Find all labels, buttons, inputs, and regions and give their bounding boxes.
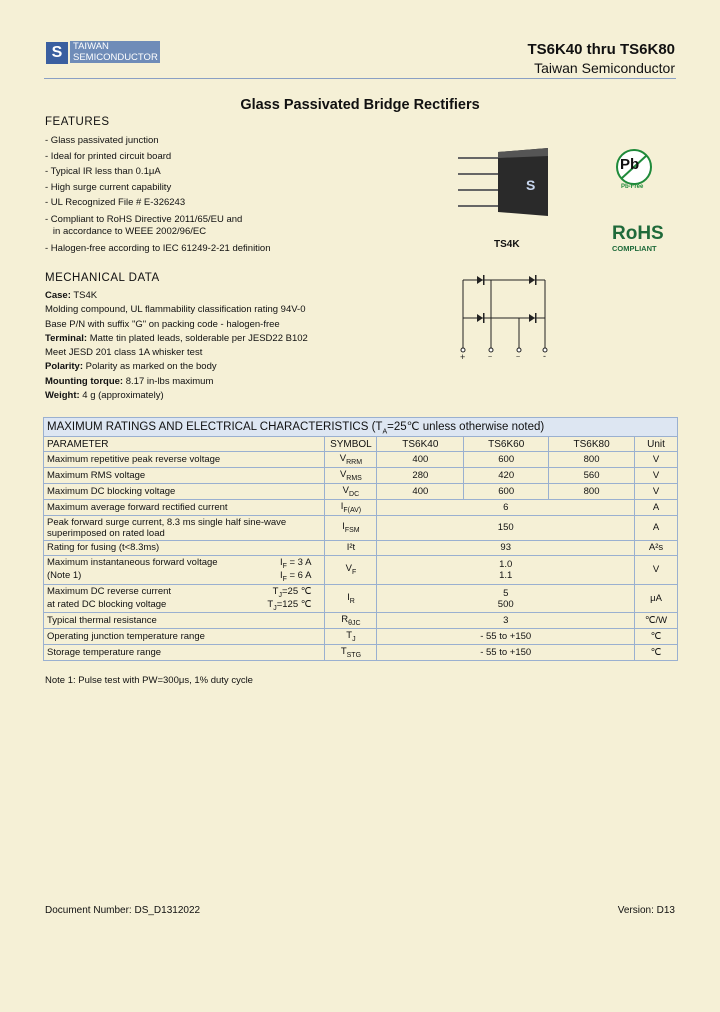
unit-cell: ℃ (635, 645, 678, 661)
part-title: TS6K40 thru TS6K80 (527, 41, 675, 58)
value-cell: 420 (464, 468, 549, 484)
value-cell: 800 (549, 484, 635, 500)
column-header: TS6K40 (377, 437, 464, 452)
mech-label: Terminal: (45, 332, 88, 344)
company-name: Taiwan Semiconductor (534, 60, 675, 76)
mech-text: 8.17 in-lbs maximum (123, 375, 214, 387)
value-cell: 400 (377, 484, 464, 500)
param-cell: Peak forward surge current, 8.3 ms single half sine-wave superimposed on rated load (44, 515, 325, 540)
feature-item: - High surge current capability (45, 181, 172, 193)
mech-text: Matte tin plated leads, solderable per JESD22 B102 (87, 332, 308, 344)
features-list (45, 133, 271, 256)
mech-line (45, 346, 308, 360)
svg-text:~: ~ (516, 354, 521, 361)
feature-item: in accordance to WEEE 2002/96/EC (45, 225, 207, 237)
mech-line (45, 289, 308, 303)
features-heading: FEATURES (45, 116, 110, 128)
mech-text: Base P/N with suffix "G" on packing code - halogen-free (45, 318, 280, 330)
table-title-row (44, 418, 678, 437)
logo-line-1: TAIWAN (73, 41, 109, 52)
value-cell: 150 (377, 515, 635, 540)
value-cell: - 55 to +150 (377, 645, 635, 661)
table-row (44, 584, 678, 613)
rohs-title: RoHS (612, 223, 664, 244)
mech-label: Polarity: (45, 361, 84, 373)
symbol-cell: $T_{STG}$ (325, 645, 377, 661)
value-cell: 280 (377, 468, 464, 484)
feature-item: - Compliant to RoHS Directive 2011/65/EU and (45, 213, 243, 225)
mech-label: Mounting torque: (45, 375, 124, 387)
param-cell: Maximum repetitive peak reverse voltage (44, 452, 325, 468)
value-cell: 6 (377, 499, 635, 515)
company-logo-text (70, 41, 160, 63)
value-cell: 600 (464, 484, 549, 500)
symbol-cell: $V_{RMS}$ (325, 468, 377, 484)
mechanical-heading: MECHANICAL DATA (45, 272, 160, 284)
pb-free-badge (612, 147, 656, 191)
symbol-cell: $T_J$ (325, 629, 377, 645)
feature-item: - UL Recognized File # E-326243 (45, 197, 186, 208)
column-header: Unit (635, 437, 678, 452)
feature-item: - Ideal for printed circuit board (45, 150, 172, 162)
ratings-table (43, 417, 678, 661)
svg-text:S: S (526, 177, 536, 193)
value-cell: 400 (377, 452, 464, 468)
value-cell: 3 (377, 613, 635, 629)
mech-text: Polarity as marked on the body (83, 361, 217, 373)
symbol-cell: $I_R$ (325, 584, 377, 613)
table-row (44, 452, 678, 468)
param-cell: Maximum DC blocking voltage (44, 484, 325, 500)
mech-text: Meet JESD 201 class 1A whisker test (45, 347, 203, 359)
symbol-cell: I²t (325, 540, 377, 555)
symbol-cell: $R_{\theta JC}$ (325, 613, 377, 629)
param-cell: Maximum RMS voltage (44, 468, 325, 484)
value-cell: 1.0 1.1 (377, 555, 635, 584)
mech-text: TS4K (70, 290, 98, 301)
mech-text: Molding compound, UL flammability classification rating 94V-0 (45, 304, 306, 316)
mech-line (45, 389, 308, 403)
param-cell: Typical thermal resistance (44, 613, 325, 629)
feature-item: - Halogen-free according to IEC 61249-2-21 definition (45, 242, 271, 254)
feature-item: - Typical IR less than 0.1μA (45, 166, 161, 177)
value-cell: 5 500 (377, 584, 635, 613)
rohs-label: COMPLIANT (612, 244, 657, 253)
table-row (44, 515, 678, 540)
value-cell: - 55 to +150 (377, 629, 635, 645)
unit-cell: A (635, 499, 678, 515)
mech-line (45, 303, 308, 317)
symbol-cell: $I_{F(AV)}$ (325, 499, 377, 515)
column-header: PARAMETER (44, 437, 325, 452)
mech-label: Case: (45, 290, 71, 301)
mech-line (45, 318, 308, 332)
symbol-cell: $V_F$ (325, 555, 377, 584)
table-row (44, 540, 678, 555)
pb-free-label: Pb-Free (621, 184, 644, 190)
column-header: SYMBOL (325, 437, 377, 452)
param-cell: Maximum average forward rectified current (44, 499, 325, 515)
svg-text:+: + (460, 352, 466, 362)
value-cell: 560 (549, 468, 635, 484)
param-cell: Storage temperature range (44, 645, 325, 661)
header-divider (44, 78, 676, 79)
mech-text: 4 g (approximately) (79, 390, 164, 402)
table-row (44, 499, 678, 515)
table-row (44, 629, 678, 645)
unit-cell: μA (635, 584, 678, 613)
mech-label: Weight: (45, 390, 80, 402)
table-note: Note 1: Pulse test with PW=300μs, 1% duty cycle (45, 675, 253, 686)
unit-cell: V (635, 555, 678, 584)
param-cell: Maximum DC reverse current $T_J=25$ ℃ at rated DC blocking voltage $T_J=125$ ℃ (44, 584, 325, 613)
column-header: TS6K60 (464, 437, 549, 452)
table-row (44, 484, 678, 500)
svg-text:~: ~ (488, 354, 493, 361)
mech-line (45, 375, 308, 389)
unit-cell: V (635, 468, 678, 484)
unit-cell: V (635, 484, 678, 500)
company-logo-mark: S (46, 42, 68, 64)
bridge-circuit-diagram (455, 270, 560, 362)
mech-line (45, 360, 308, 374)
document-title: Glass Passivated Bridge Rectifiers (240, 97, 480, 113)
table-row (44, 555, 678, 584)
param-cell: Rating for fusing (t<8.3ms) (44, 540, 325, 555)
value-cell: 800 (549, 452, 635, 468)
table-header-row (44, 437, 678, 452)
document-number: Document Number: DS_D1312022 (45, 905, 201, 916)
package-label: TS4K (494, 239, 520, 250)
feature-item: - Glass passivated junction (45, 135, 159, 146)
svg-text:-: - (543, 351, 546, 361)
document-version: Version: D13 (617, 905, 675, 916)
param-cell: Operating junction temperature range (44, 629, 325, 645)
rohs-badge (612, 224, 664, 253)
table-row (44, 468, 678, 484)
package-drawing (458, 148, 568, 228)
logo-line-2: SEMICONDUCTOR (73, 52, 158, 63)
param-cell: Maximum instantaneous forward voltage $I_F = 3$ A (Note 1) $I_F = 6$ A (44, 555, 325, 584)
value-cell: 93 (377, 540, 635, 555)
table-row (44, 645, 678, 661)
table-row (44, 613, 678, 629)
value-cell: 600 (464, 452, 549, 468)
unit-cell: V (635, 452, 678, 468)
mechanical-list (45, 289, 308, 403)
table-title: MAXIMUM RATINGS AND ELECTRICAL CHARACTERISTICS ($T_A=25℃$ unless otherwise noted) (44, 418, 678, 437)
unit-cell: ℃ (635, 629, 678, 645)
symbol-cell: $I_{FSM}$ (325, 515, 377, 540)
unit-cell: A (635, 515, 678, 540)
column-header: TS6K80 (549, 437, 635, 452)
unit-cell: ℃/W (635, 613, 678, 629)
symbol-cell: $V_{DC}$ (325, 484, 377, 500)
mech-line (45, 332, 308, 346)
symbol-cell: $V_{RRM}$ (325, 452, 377, 468)
pb-symbol: Pb (620, 156, 640, 173)
unit-cell: A²s (635, 540, 678, 555)
